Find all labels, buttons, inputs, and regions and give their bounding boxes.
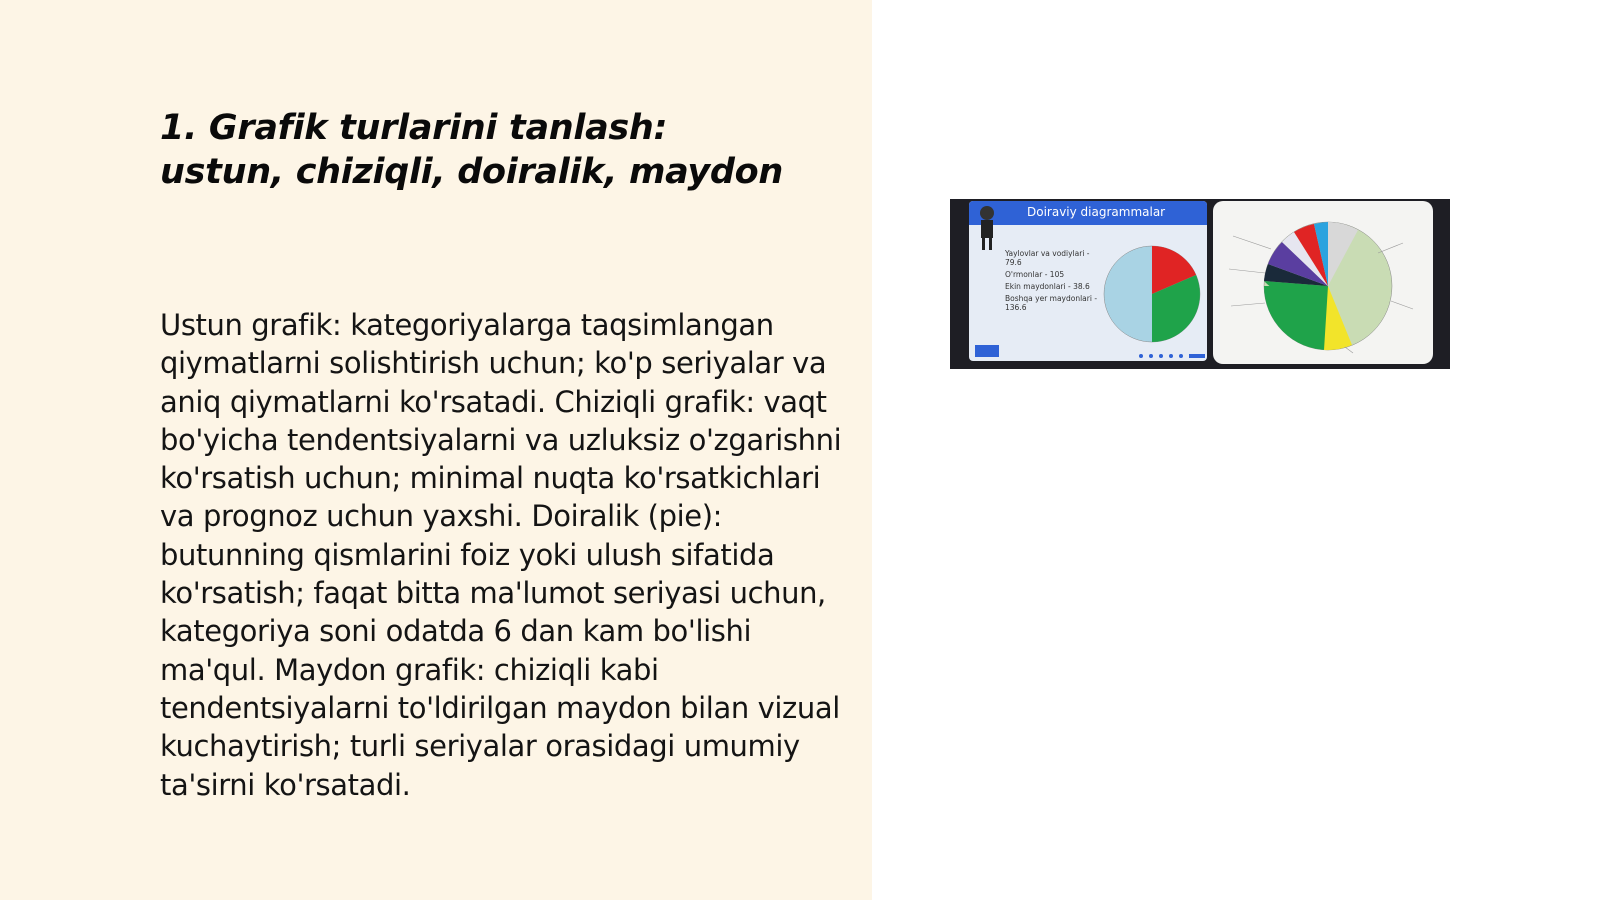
- detailed-pie-thumbnail: [1213, 201, 1433, 364]
- image-panel: [872, 0, 1600, 900]
- play-button[interactable]: [975, 345, 999, 357]
- thumbnail-header-bar: [969, 201, 1207, 225]
- legend-item: Yaylovlar va vodiylari - 79.6: [1005, 249, 1090, 267]
- slide-body-text: Ustun grafik: kategoriyalarga taqsimlangan qiymatlarni solishtirish uchun; ko'p seriyalar va aniq qiymatlarni ko'rsatadi. Chiziqli grafik: vaqt bo'yicha tendentsiyalarni va uzluksiz o'zgarishni ko'rsatish uchun; minimal nuqta ko'rsatkichlari va prognoz uchun yaxshi. Doiralik (pie): butunning qismlarini foiz yoki ulush sifatida ko'rsatish; faqat bitta ma'lumot seriyasi uchun, kategoriya soni odatda 6 dan kam bo'lishi ma'qul. Maydon grafik: chiziqli kabi tendentsiyalarni to'ldirilgan maydon bilan vizual kuchaytirish; turli seriyalar orasidagi umumiy ta'sirni ko'rsatadi.: [160, 308, 842, 802]
- left-pie-chart: [1097, 239, 1207, 349]
- thumbnail-legend: [1005, 249, 1105, 315]
- character-figure-icon: [973, 203, 1003, 251]
- pie-charts-image: [950, 199, 1450, 369]
- legend-item: Boshqa yer maydonlari - 136.6: [1005, 294, 1098, 312]
- slide-title: 1. Grafik turlarini tanlash: ustun, chiziqli, doiralik, maydon: [160, 108, 784, 192]
- legend-item: Ekin maydonlari - 38.6: [1005, 282, 1090, 291]
- slide-nav-dots: [1137, 353, 1207, 359]
- legend-item: O'rmonlar - 105: [1005, 270, 1065, 279]
- right-pie-chart: [1213, 201, 1433, 364]
- pie-slide-thumbnail: [969, 201, 1207, 361]
- thumbnail-header-title: Doiraviy diagrammalar: [1027, 205, 1166, 219]
- pie-slice-green-2: [1264, 286, 1328, 350]
